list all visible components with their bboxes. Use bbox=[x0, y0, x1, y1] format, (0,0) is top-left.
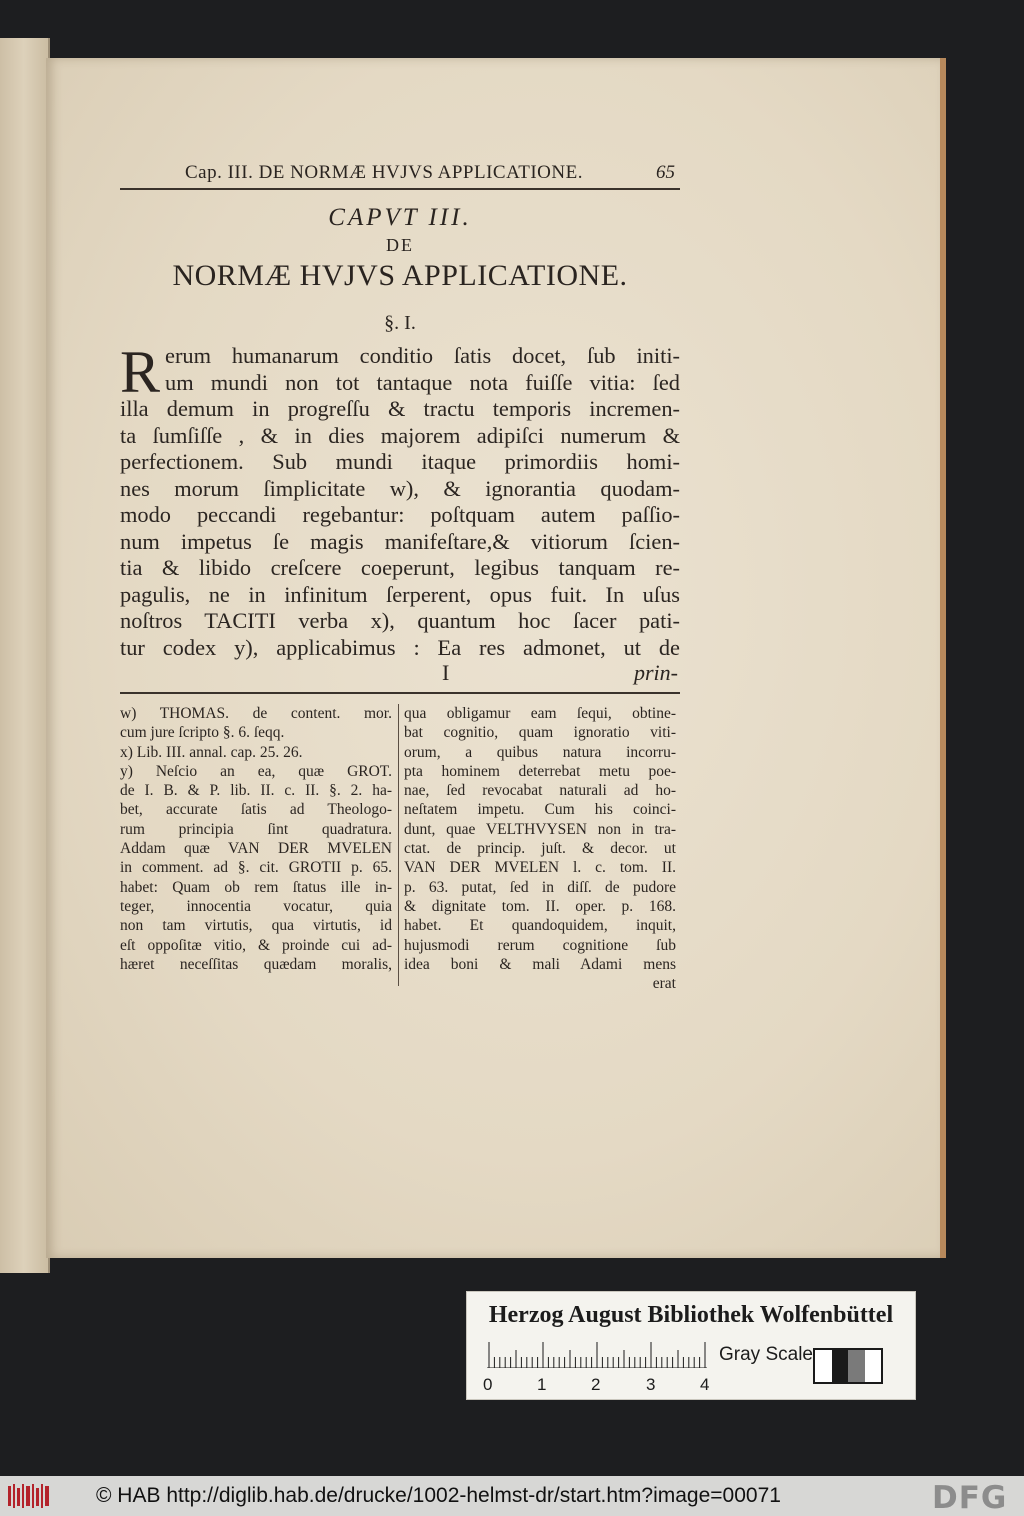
chapter-title: NORMÆ HVJVS APPLICATIONE. bbox=[172, 259, 628, 292]
text-line: illa demum in progreſſu & tractu temporis incremen- bbox=[120, 396, 680, 421]
signature-line bbox=[120, 660, 680, 688]
text-line: perfectionem. Sub mundi itaque primordiis homi- bbox=[120, 449, 680, 474]
gray-scale-label: Gray Scale bbox=[719, 1344, 813, 1365]
footnote-line: in comment. ad §. cit. GROTII p. 65. bbox=[120, 859, 392, 877]
ruler-tick-labels bbox=[483, 1375, 723, 1397]
ruler-tick-label: 3 bbox=[646, 1375, 656, 1394]
ruler-tick-label: 1 bbox=[537, 1375, 547, 1394]
footnote-line: hæret neceſſitas quædam moralis, bbox=[120, 955, 392, 973]
section-mark: §. I. bbox=[384, 312, 416, 334]
footnote-line: bat cognitio, quam ignoratio viti- bbox=[404, 724, 676, 742]
footnote-line: w) THOMAS. de content. mor. bbox=[120, 705, 392, 722]
footnotes-right-column bbox=[404, 704, 676, 993]
chapter-de: DE bbox=[386, 235, 414, 255]
footnote-rule bbox=[120, 692, 680, 694]
catchword: prin- bbox=[634, 660, 678, 685]
text-line: pagulis, ne in infinitum ſerperent, opus fuit. In uſus bbox=[120, 581, 680, 607]
text-line: nes morum ſimplicitate w), & ignorantia quodam- bbox=[120, 475, 680, 501]
library-name: Herzog August Bibliothek Wolfenbüttel bbox=[488, 1302, 894, 1328]
gray-patch bbox=[832, 1350, 849, 1382]
dfg-logo: DFG bbox=[932, 1480, 1008, 1516]
footer-bar bbox=[0, 1476, 1024, 1516]
hab-logo-icon bbox=[8, 1484, 50, 1508]
footnote-line: neſtatem impetu. Cum his coinci- bbox=[404, 801, 676, 819]
footnote-line: idea boni & mali Adami mens bbox=[404, 955, 676, 973]
footnote-line: dunt, quae VELTHVYSEN non in tra- bbox=[404, 820, 676, 838]
footnote-line: pta hominem deterrebat metu poe- bbox=[404, 762, 676, 780]
footnote-line: ctat. de princip. juſt. & decor. ut bbox=[404, 840, 676, 858]
text-line: num impetus ſe magis manifeſtare,& vitiorum ſcien- bbox=[120, 528, 680, 554]
ruler-tick-label: 0 bbox=[483, 1375, 493, 1394]
text-line: tia & libido creſcere coeperunt, legibus tanquam re- bbox=[120, 555, 680, 580]
text-line: noſtros TACITI verba x), quantum hoc ſacer pati- bbox=[120, 608, 680, 633]
running-head-title: Cap. III. DE NORMÆ HVJVS APPLICATIONE. bbox=[185, 162, 583, 183]
gray-scale-patches bbox=[813, 1348, 883, 1384]
footnote-line: cum jure ſcripto §. 6. ſeqq. bbox=[120, 724, 285, 742]
footnotes-left-column bbox=[120, 704, 392, 974]
footnote-line: VAN DER MVELEN l. c. tom. II. bbox=[404, 859, 676, 877]
footnote-line: x) Lib. III. annal. cap. 25. 26. bbox=[120, 743, 303, 761]
page-number: 65 bbox=[656, 162, 675, 183]
footnote-catchword: erat bbox=[652, 975, 676, 993]
footnote-line: de I. B. & P. lib. II. c. II. §. 2. ha- bbox=[120, 782, 392, 800]
text-line: modo peccandi regebantur: poſtquam autem paſſio- bbox=[120, 502, 680, 527]
chapter-heading bbox=[120, 202, 680, 296]
gray-patch bbox=[848, 1350, 865, 1382]
footnote-line: habet. Et quandoquidem, inquit, bbox=[404, 917, 676, 935]
main-text bbox=[120, 339, 680, 661]
footnote-line: hujusmodi rerum cognitione ſub bbox=[404, 936, 676, 954]
footnote-line: Addam quæ VAN DER MVELEN bbox=[120, 840, 392, 858]
ruler-tick-label: 2 bbox=[591, 1375, 601, 1394]
footnote-line: qua obligamur eam ſequi, obtine- bbox=[404, 705, 676, 722]
gray-patch bbox=[815, 1350, 832, 1382]
gray-patch bbox=[865, 1350, 882, 1382]
header-rule bbox=[120, 188, 680, 190]
footnote-column-divider bbox=[398, 704, 399, 986]
drop-cap: R bbox=[120, 339, 161, 405]
text-line: tur codex y), applicabimus : Ea res admonet, ut de bbox=[120, 634, 680, 660]
ruler-scale bbox=[487, 1342, 707, 1368]
footnote-line: habet: Quam ob rem ſtatus ille in- bbox=[120, 878, 392, 896]
previous-page-edge bbox=[0, 38, 50, 1273]
copyright-link[interactable]: © HAB http://diglib.hab.de/drucke/1002-helmst-dr/start.htm?image=00071 bbox=[96, 1484, 781, 1507]
running-head bbox=[140, 104, 680, 186]
signature-mark: I bbox=[442, 660, 450, 685]
footnote-line: rum principia ſint quadratura. bbox=[120, 820, 392, 838]
footnote-line: p. 63. putat, ſed in diſſ. de pudore bbox=[404, 878, 676, 896]
footnote-line: y) Neſcio an ea, quæ GROT. bbox=[120, 762, 392, 780]
text-line: ta ſumſiſſe , & in dies majorem adipiſci numerum & bbox=[120, 422, 680, 448]
footnote-line: orum, a quibus natura incorru- bbox=[404, 743, 676, 761]
text-line: erum humanarum conditio ſatis docet, ſub initi- bbox=[165, 343, 680, 368]
footnote-line: bet, accurate ſatis ad Theologo- bbox=[120, 801, 392, 819]
ruler-tick-label: 4 bbox=[700, 1375, 710, 1394]
footnote-line: teger, innocentia vocatur, quia bbox=[120, 897, 392, 915]
footnote-line: & dignitate tom. II. oper. p. 168. bbox=[404, 897, 676, 915]
chapter-number: CAPVT III. bbox=[328, 204, 472, 231]
text-line: um mundi non tot tantaque nota fuiſſe vitia: ſed bbox=[165, 369, 680, 395]
library-color-label bbox=[466, 1291, 916, 1400]
footnote-line: nae, ſed revocabat naturali ad ho- bbox=[404, 782, 676, 800]
footnote-line: eſt oppoſitæ vitio, & proinde cui ad- bbox=[120, 936, 392, 954]
footnote-line: non tam virtutis, qua virtutis, id bbox=[120, 917, 392, 935]
